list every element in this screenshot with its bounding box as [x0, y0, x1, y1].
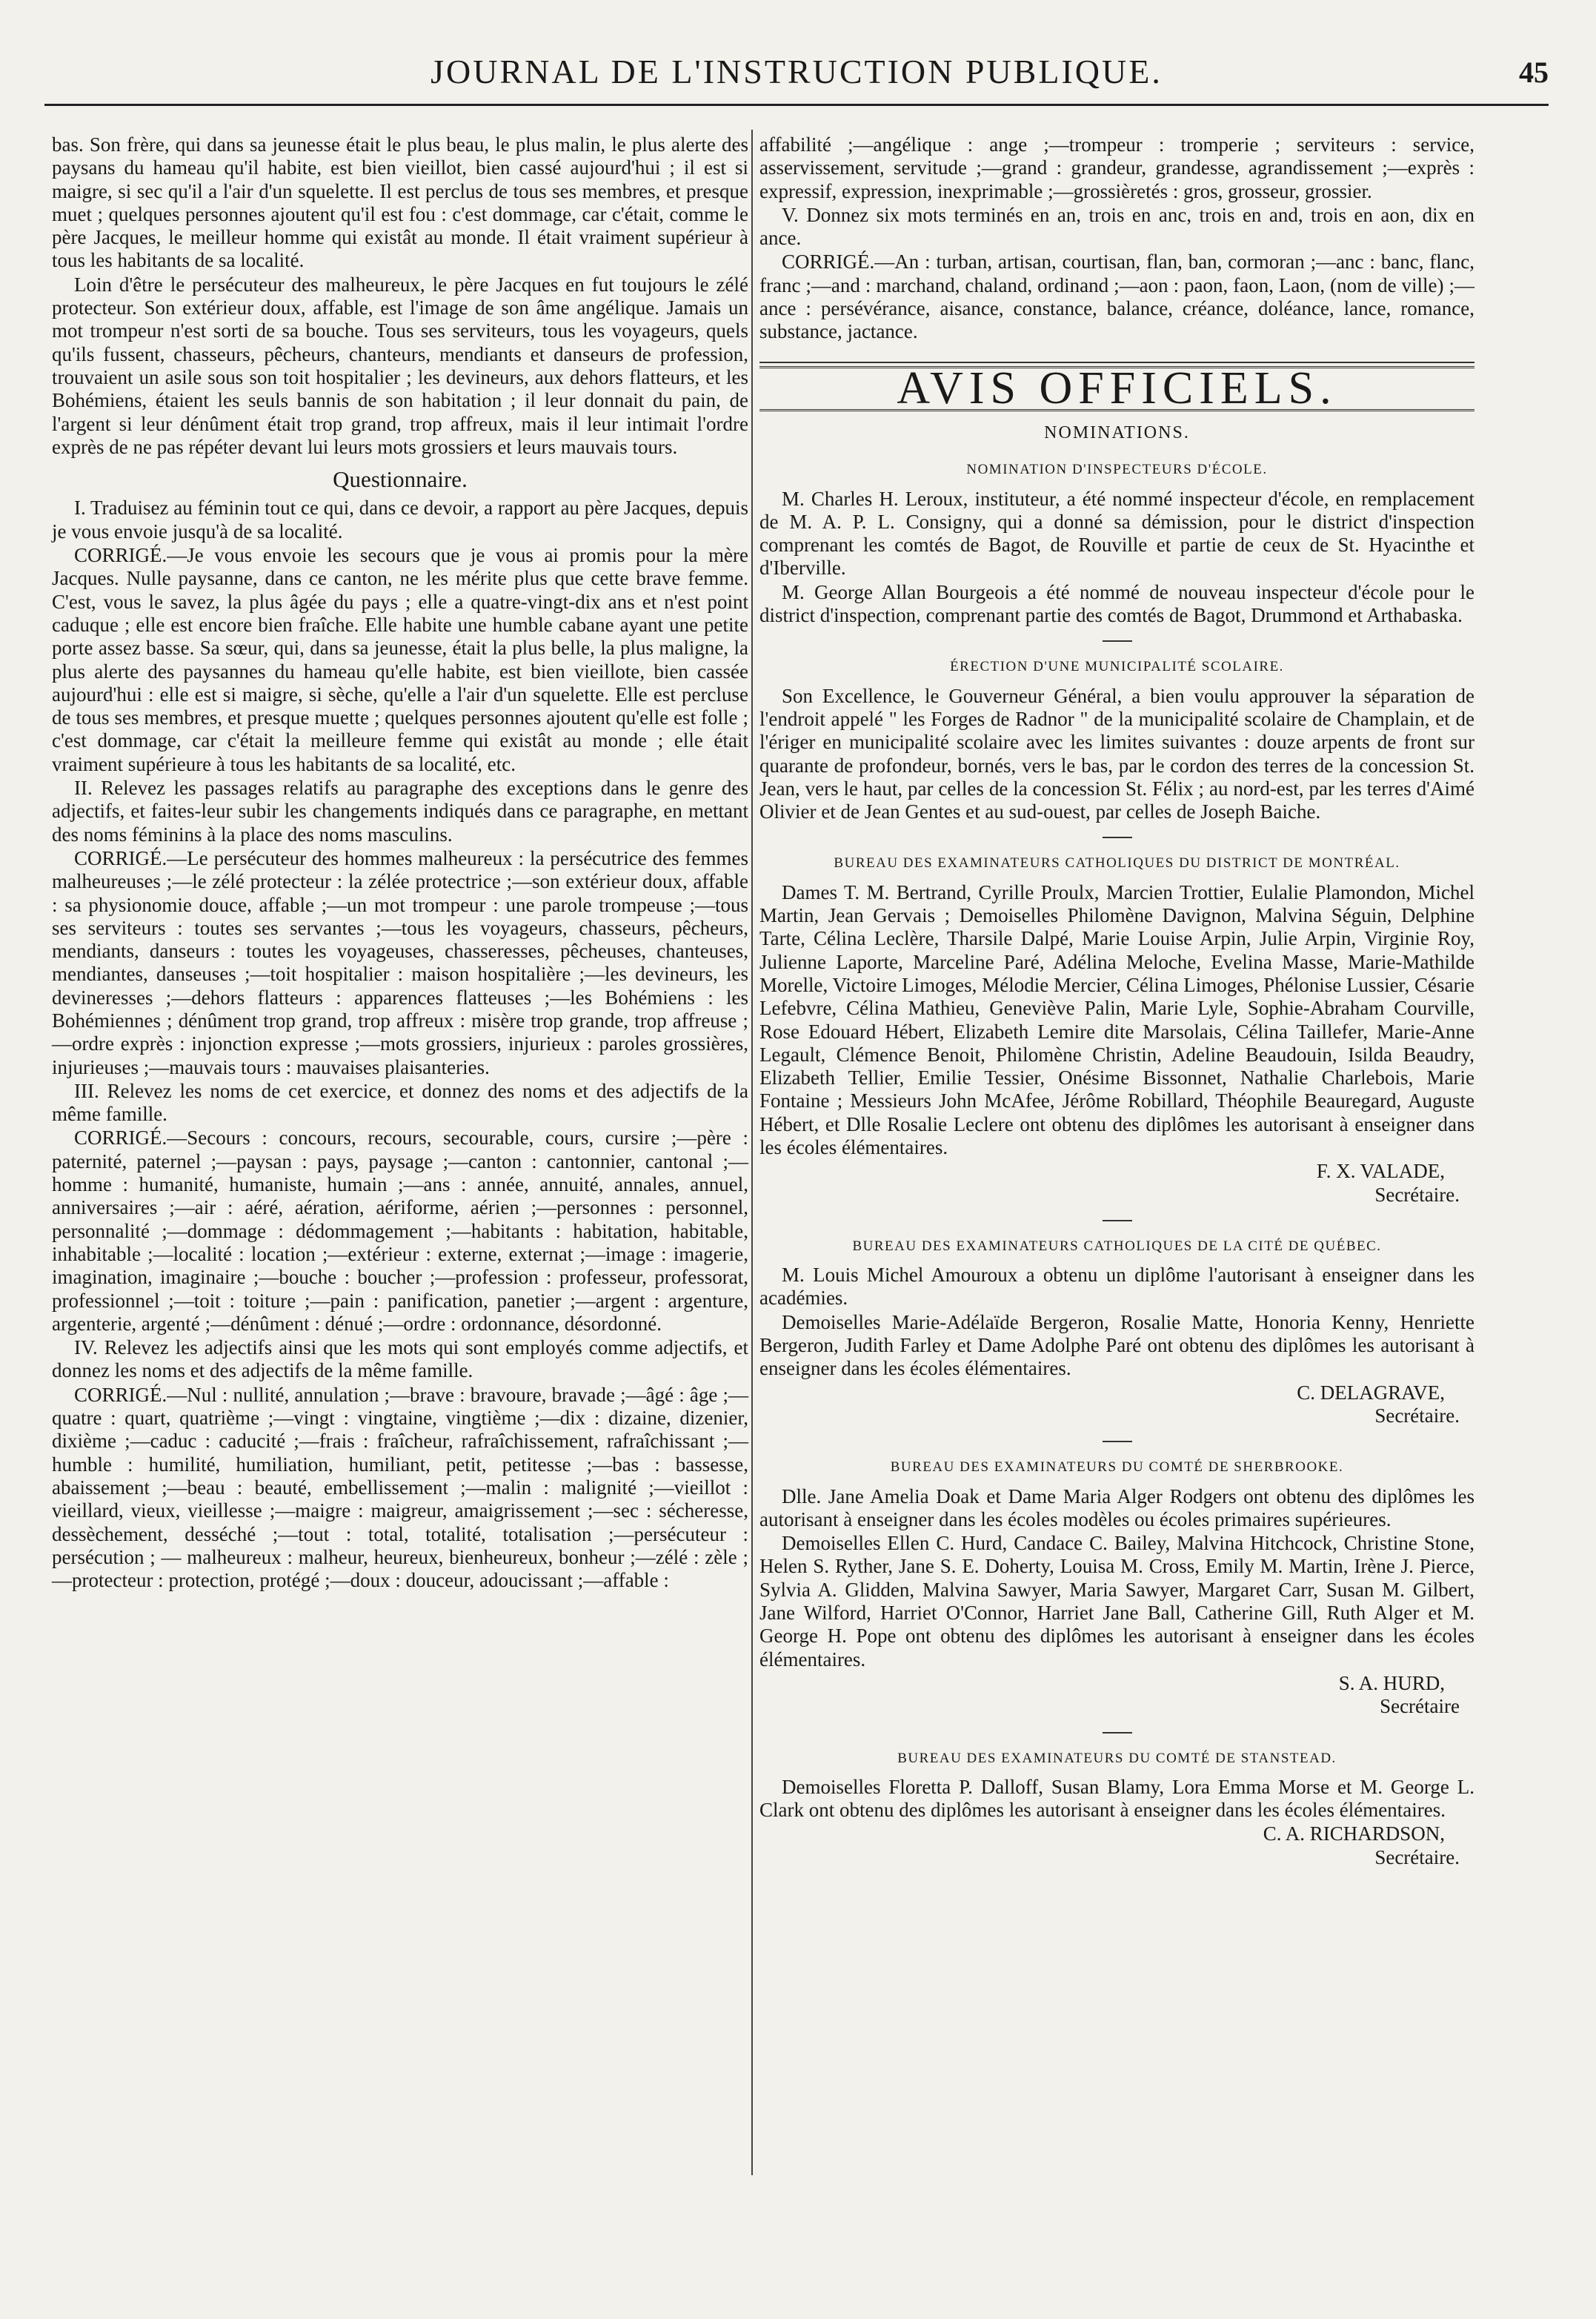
question-1: I. Traduisez au féminin tout ce qui, dans ce devoir, a rapport au père Jacques, depuis je vous envoie jusqu'à de sa localité. — [52, 497, 748, 543]
nominations-subheading: NOMINATION D'INSPECTEURS D'ÉCOLE. — [966, 462, 1268, 478]
question-5: V. Donnez six mots terminés en an, trois en anc, trois en and, trois en aon, dix en ance. — [759, 203, 1474, 250]
notice-paragraph: Demoiselles Marie-Adélaïde Bergeron, Rosalie Matte, Honoria Kenny, Henriette Bergeron, Judith Farley et Dame Adolphe Paré ont obtenu des diplômes les autorisant à enseigner dans les écoles élémentaires. — [759, 1310, 1474, 1380]
divider — [1103, 837, 1132, 838]
questionnaire-heading: Questionnaire. — [333, 466, 468, 493]
divider — [1103, 1441, 1132, 1442]
continued-correction: affabilité ;—angélique : ange ;—trompeur : tromperie ; serviteurs : service, asservissement, servitude ;—grand : grandeur, grandesse, agrandissement ;—exprès : expressif, expression, inexprimable ;—grossièretés : gros, grosseur, grossier. — [759, 133, 1474, 202]
question-3: III. Relevez les noms de cet exercice, et donnez des noms et des adjectifs de la même famille. — [52, 1079, 748, 1126]
quebec-heading: BUREAU DES EXAMINATEURS CATHOLIQUES DE LA CITÉ DE QUÉBEC. — [852, 1238, 1382, 1254]
signature-name: F. X. VALADE, — [1316, 1160, 1445, 1183]
column-divider — [751, 130, 753, 2175]
correction-4: CORRIGÉ.—Nul : nullité, annulation ;—brave : bravoure, bravade ;—âgé : âge ;—quatre : quart, quatrième ;—vingt : vingtaine, vingtième ;—dix : dizaine, dizenier, dixième ;—caduc : caducité ;—frais : fraîcheur, rafraîchissement, rafraîchissant ;—humble : humilité, humiliation, humiliant, petit, petitesse ;—bas : bassesse, abaissement ;—beau : beauté, embellissement ;—malin : malignité ;—vieillot : vieillard, vieux, vieillesse ;—maigre : maigreur, amaigrissement ;—sec : sécheresse, dessèchement, desséché ;—tout : total, totalité, totalisation ;—persécuteur : persécution ; — malheureux : malheur, heureux, bienheureux, bonheur ;—zélé : zèle ;—protecteur : protection, protégé ;—doux : douceur, adoucissant ;—affable : — [52, 1383, 748, 1592]
notice-paragraph: M. George Allan Bourgeois a été nommé de nouveau inspecteur d'école pour le district d'inspection, comprenant partie des comtés de Bagot, Drummond et Arthabaska. — [759, 580, 1474, 627]
left-column — [52, 133, 748, 1593]
notice-paragraph: Son Excellence, le Gouverneur Général, a bien voulu approuver la séparation de l'endroit appelé " les Forges de Radnor " de la municipalité scolaire de Champlain, et de l'ériger en municipalité scolaire avec les limites suivantes : douze arpents de front sur quarante de profondeur, bornés, vers le bas, par le cordon des terres de la concession St. Jean, vers le haut, par celles de la concession St. Félix ; au nord-est, par les terres d'Aimé Olivier et de Jean Gentes et au sud-ouest, par celles de Joseph Baiche. — [759, 684, 1474, 823]
signature-title: Secrétaire. — [1374, 1404, 1460, 1427]
signature-title: Secrétaire — [1380, 1695, 1460, 1718]
question-4: IV. Relevez les adjectifs ainsi que les mots qui sont employés comme adjectifs, et donnez les noms et des adjectifs de la même famille. — [52, 1336, 748, 1382]
divider — [1103, 1732, 1132, 1734]
stanstead-heading: BUREAU DES EXAMINATEURS DU COMTÉ DE STANSTEAD. — [897, 1750, 1337, 1766]
montreal-heading: BUREAU DES EXAMINATEURS CATHOLIQUES DU DISTRICT DE MONTRÉAL. — [834, 855, 1400, 872]
nominations-heading: NOMINATIONS. — [1044, 422, 1190, 442]
signature-title: Secrétaire. — [1374, 1845, 1460, 1868]
divider — [1103, 640, 1132, 642]
sherbrooke-heading: BUREAU DES EXAMINATEURS DU COMTÉ DE SHERBROOKE. — [890, 1459, 1344, 1476]
notice-paragraph: M. Charles H. Leroux, instituteur, a été nommé inspecteur d'école, en remplacement de M. A. P. L. Consigny, qui a donné sa démission, pour le district d'inspection comprenant les comtés de Bagot, de Rouville et partie de ceux de St. Hyacinthe et d'Iberville. — [759, 487, 1474, 580]
page-number: 45 — [1519, 56, 1549, 89]
signature-name: S. A. HURD, — [1338, 1671, 1445, 1694]
notice-paragraph: Dlle. Jane Amelia Doak et Dame Maria Alger Rodgers ont obtenu des diplômes les autorisant à enseigner dans les écoles modèles ou écoles primaires supérieures. — [759, 1484, 1474, 1530]
paragraph: bas. Son frère, qui dans sa jeunesse était le plus beau, le plus malin, le plus alerte des paysans du hameau qu'il habite, est bien vieillot, bien cassé aujourd'hui ; il est si maigre, si sec qu'il a l'air d'un squelette. Il est perclus de tous ses membres, et presque muet ; quelques personnes ajoutent qu'il est fou : c'est dommage, car c'était, comme le père Jacques, le meilleur homme qui existât au monde. Il était vraiment supérieur à tous les habitants de sa localité. — [52, 133, 748, 272]
section-title: AVIS OFFICIELS. — [759, 366, 1474, 411]
signature-name: C. DELAGRAVE, — [1297, 1381, 1445, 1404]
correction-3: CORRIGÉ.—Secours : concours, recours, secourable, cours, cursire ;—père : paternité, paternel ;—paysan : pays, paysage ;—canton : cantonnier, cantonal ;—homme : humanité, humaniste, humain ;—ans : année, annuité, annales, annuel, anniversaires ;—air : aéré, aération, aériforme, aérien ;—personnes : personnel, personnalité ;—dommage : dédommagement ;—habitants : habitation, habitable, inhabitable ;—localité : location ;—extérieur : externe, externat ;—image : imagerie, imagination, imaginaire ;—bouche : boucher ;—profession : professeur, professorat, professionnel ;—toit : toiture ;—pain : panification, panetier ;—argent : argenture, argenterie, argenté ;—dénûment : dénué ;—ordre : ordonnance, désordonné. — [52, 1127, 748, 1335]
notice-paragraph: M. Louis Michel Amouroux a obtenu un diplôme l'autorisant à enseigner dans les académies. — [759, 1264, 1474, 1310]
signature-title: Secrétaire. — [1374, 1183, 1460, 1206]
paragraph: Loin d'être le persécuteur des malheureux, le père Jacques en fut toujours le zélé protecteur. Son extérieur doux, affable, est l'image de son âme angélique. Jamais un mot trompeur n'est sorti de sa bouche. Tous ses serviteurs, tous les voyageurs, quels qu'ils fussent, chasseurs, pêcheurs, chanteurs, mendiants et danseurs de profession, trouvaient un asile sous son toit hospitalier ; les devineurs, aux dehors flatteurs, et les Bohémiens, étaient les seuls bannis de son habitation ; il leur donnait du pain, de l'argent si leur dénûment était trop grand, trop affreux, mais il leur intimait l'ordre exprès de ne pas répéter devant lui leurs mots grossiers et leurs mauvais tours. — [52, 273, 748, 458]
divider — [1103, 1220, 1132, 1221]
correction-2: CORRIGÉ.—Le persécuteur des hommes malheureux : la persécutrice des femmes malheureuses ;—le zélé protecteur : la zélée protectrice ;—son extérieur doux, affable : sa physionomie douce, affable ;—un mot trompeur : une parole trompeuse ;—tous ses serviteurs : toutes ses servantes ;—tous les voyageurs, chasseurs, pêcheurs, mendiants, danseurs : toutes les voyageuses, chasseresses, pêcheuses, chanteuses, mendiantes, danseuses ;—toit hospitalier : maison hospitalière ;—les devineurs, les devineresses ;—dehors flatteurs : apparences flatteuses ;—les Bohémiens : les Bohémiennes ; dénûment trop grand, trop affreux : misère trop grande, trop affreuse ;—ordre exprès : injonction expresse ;—mots grossiers, injurieux : paroles grossières, injurieuses ;—mauvais tours : mauvaises plaisanteries. — [52, 846, 748, 1078]
page-header — [44, 37, 1549, 106]
erection-heading: ÉRECTION D'UNE MUNICIPALITÉ SCOLAIRE. — [950, 659, 1284, 675]
journal-title: JOURNAL DE L'INSTRUCTION PUBLIQUE. — [430, 53, 1163, 90]
notice-paragraph: Demoiselles Ellen C. Hurd, Candace C. Bailey, Malvina Hitchcock, Christine Stone, Helen S. Ryther, Jane S. E. Doherty, Louisa M. Cross, Emily M. Martin, Irène J. Pierce, Sylvia A. Glidden, Malvina Sawyer, Maria Sawyer, Margaret Carr, Susan M. Gilbert, Jane Wilford, Harriet O'Connor, Harriet Jane Ball, Catherine Gill, Ruth Alger et M. George H. Pope ont obtenu des diplômes les autorisant à enseigner dans les écoles élémentaires. — [759, 1532, 1474, 1671]
right-column — [759, 133, 1474, 1869]
notice-paragraph: Demoiselles Floretta P. Dalloff, Susan Blamy, Lora Emma Morse et M. George L. Clark ont obtenu des diplômes les autorisant à enseigner dans les écoles élémentaires. — [759, 1775, 1474, 1822]
avis-officiels-banner — [759, 362, 1474, 414]
notice-paragraph: Dames T. M. Bertrand, Cyrille Proulx, Marcien Trottier, Eulalie Plamondon, Michel Martin, Jean Gervais ; Demoiselles Philomène Davignon, Malvina Séguin, Delphine Tarte, Célina Leclère, Tharsile Dalpé, Marie Louise Arpin, Julie Arpin, Virginie Roy, Julienne Laporte, Marceline Paré, Adélina Meloche, Evelina Masse, Marie-Mathilde Morelle, Victoire Limoges, Mélodie Mercier, Célina Limoges, Phélonise Lussier, Césarie Lefebvre, Célina Mathieu, Geneviève Palin, Marie Lyle, Sophie-Abraham Courville, Rose Edouard Hébert, Elizabeth Lemire dite Marsolais, Célina Taillefer, Marie-Anne Legault, Clémence Benoit, Philomène Christin, Adeline Beaudouin, Isilda Beaudry, Elizabeth Tellier, Emilie Tessier, Onésime Bissonnet, Nathalie Charlebois, Marie Fontaine ; Messieurs John McAfee, Jérôme Robillard, Théophile Beauregard, Auguste Hébert, et Dlle Rosalie Leclere ont obtenu des diplômes les autorisant à enseigner dans les écoles élémentaires. — [759, 880, 1474, 1158]
correction-1: CORRIGÉ.—Je vous envoie les secours que je vous ai promis pour la mère Jacques. Nulle paysanne, dans ce canton, ne les mérite plus que cette brave femme. C'est, vous le savez, la plus âgée du pays ; elle a quatre-vingt-dix ans et n'est point caduque ; elle est encore bien fraîche. Elle habite une humble cabane ayant une petite porte assez basse. Sa sœur, qui, dans sa jeunesse, était la plus belle, la plus maligne, la plus alerte des paysannes du hameau qu'elle habite, est bien vieillote, bien cassée aujourd'hui : elle est si maigre, si sèche, qu'elle a l'air d'un squelette. Elle est percluse de tous ses membres, et presque muette ; quelques personnes ajoutent qu'elle est folle ; c'est dommage, car c'était la meilleure femme qui existât au monde ; elle était vraiment supérieure à tous les habitants de sa localité, etc. — [52, 544, 748, 775]
signature-name: C. A. RICHARDSON, — [1263, 1822, 1445, 1845]
question-2: II. Relevez les passages relatifs au paragraphe des exceptions dans le genre des adjectifs, et faites-leur subir les changements indiqués dans ce paragraphe, en mettant des noms féminins à la place des noms masculins. — [52, 777, 748, 846]
correction-5: CORRIGÉ.—An : turban, artisan, courtisan, flan, ban, cormoran ;—anc : banc, flanc, franc ;—and : marchand, chaland, ordinand ;—aon : paon, faon, Laon, (nom de ville) ;—ance : persévérance, aisance, constance, balance, créance, doléance, lance, romance, substance, jactance. — [759, 251, 1474, 343]
